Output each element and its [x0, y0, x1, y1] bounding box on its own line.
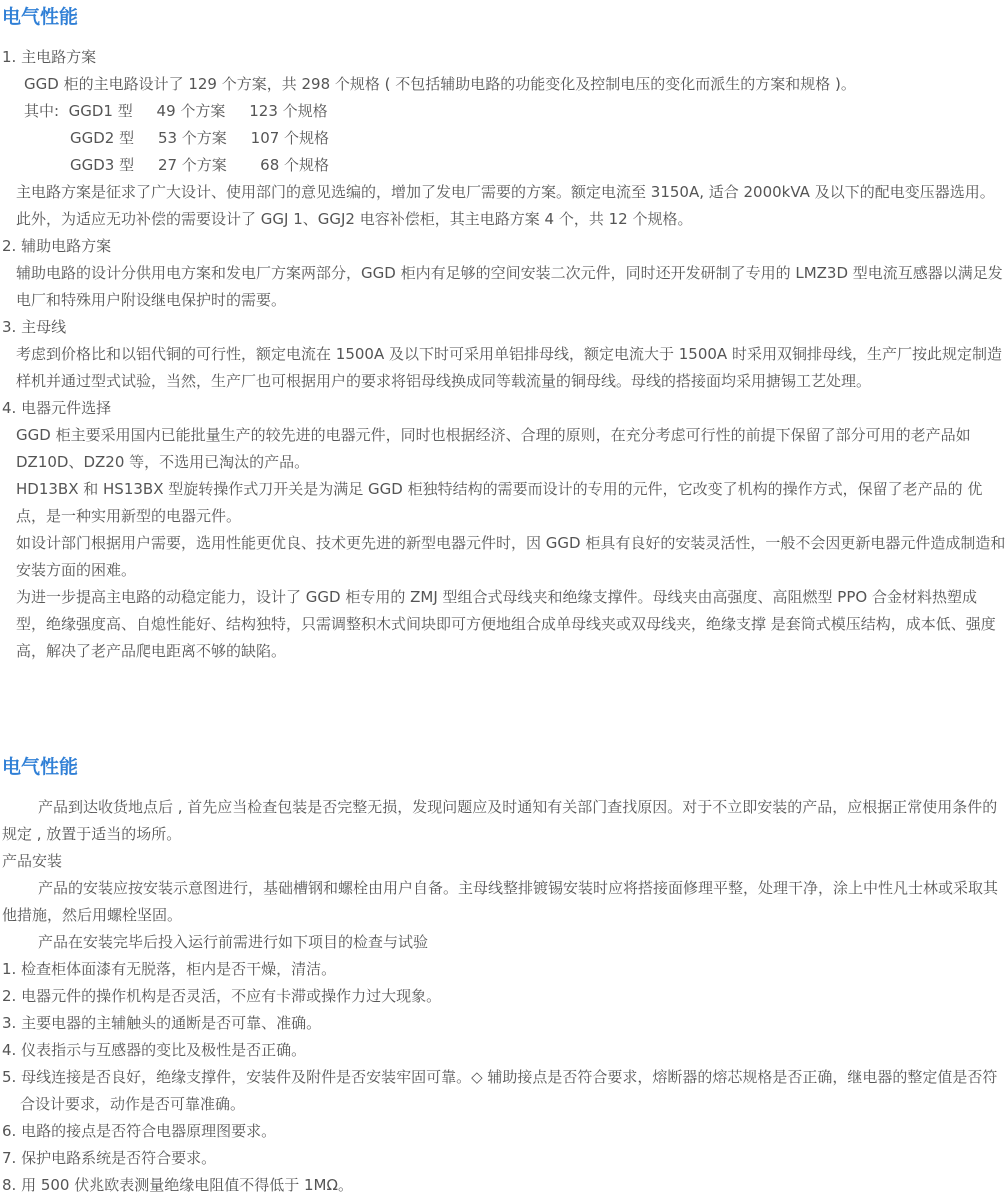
item1-heading: 1. 主电路方案	[2, 48, 97, 66]
checklist-item: 8. 用 500 伏兆欧表测量绝缘电阻值不得低于 1MΩ。	[2, 1176, 353, 1194]
item1-variant-row: GGD2 型 53 个方案 107 个规格	[70, 129, 330, 147]
section-title: 电气性能	[2, 756, 79, 778]
item1-variant-row: GGD3 型 27 个方案 68 个规格	[70, 156, 330, 174]
installation-subheading: 产品安装	[2, 852, 63, 870]
item1-body: 主电路方案是征求了广大设计、使用部门的意见选编的，增加了发电厂需要的方案。额定电流至 3150A, 适合 2000kVA 及以下的配电变压器选用。此外，为适应无功补偿的需要设计了 GGJ 1、GGJ2 电容补偿柜，其主电路方案 4 个，共 12 个规格。	[16, 183, 995, 228]
checklist-item: 6. 电路的接点是否符合电器原理图要求。	[2, 1122, 277, 1140]
item4-paragraph: 如设计部门根据用户需要，选用性能更优良、技术更先进的新型电器元件时，因 GGD 柜具有良好的安装灵活性，一般不会因更新电器元件造成制造和安装方面的困难。	[16, 534, 1006, 579]
section-title: 电气性能	[2, 6, 79, 28]
checklist-item: 2. 电器元件的操作机构是否灵活，不应有卡滞或操作力过大现象。	[2, 987, 442, 1005]
item2-body: 辅助电路的设计分供用电方案和发电厂方案两部分，GGD 柜内有足够的空间安装二次元件，同时还开发研制了专用的 LMZ3D 型电流互感器以满足发电厂和特殊用户附设继电保护时的需要。	[16, 264, 1003, 309]
checklist-item: 4. 仪表指示与互感器的变比及极性是否正确。	[2, 1041, 307, 1059]
item4-heading: 4. 电器元件选择	[2, 399, 112, 417]
checklist-item: 1. 检查柜体面漆有无脱落，柜内是否干燥，清洁。	[2, 960, 337, 978]
item3-body: 考虑到价格比和以铝代铜的可行性，额定电流在 1500A 及以下时可采用单铝排母线，额定电流大于 1500A 时采用双铜排母线，生产厂按此规定制造样机并通过型式试验，当然，生产厂也可根据用户的要求将铝母线换成同等载流量的铜母线。母线的搭接面均采用搪锡工艺处理。	[16, 345, 1002, 390]
checklist-item: 7. 保护电路系统是否符合要求。	[2, 1149, 217, 1167]
item4-paragraph: 为进一步提高主电路的动稳定能力，设计了 GGD 柜专用的 ZMJ 型组合式母线夹和绝缘支撑件。母线夹由高强度、高阻燃型 PPO 合金材料热塑成型，绝缘强度高、自熄性能好、结构独特，只需调整积木式间块即可方便地组合成单母线夹或双母线夹，绝缘支撑 是套筒式模压结构，成本低、强度高，解决了老产品爬电距离不够的缺陷。	[16, 588, 996, 660]
installation-paragraph: 产品的安装应按安装示意图进行，基础槽钢和螺栓由用户自备。主母线整排镀锡安装时应将搭接面修理平整，处理干净，涂上中性凡士林或采取其他措施，然后用螺栓坚固。	[2, 879, 999, 924]
item4-paragraph: HD13BX 和 HS13BX 型旋转操作式刀开关是为满足 GGD 柜独特结构的需要而设计的专用的元件，它改变了机构的操作方式，保留了老产品的 优点，是一种实用新型的电器元件。	[16, 480, 983, 525]
receiving-paragraph: 产品到达收货地点后 , 首先应当检查包装是否完整无损，发现问题应及时通知有关部门查找原因。对于不立即安装的产品，应根据正常使用条件的规定 , 放置于适当的场所。	[2, 798, 998, 843]
item2-heading: 2. 辅助电路方案	[2, 237, 112, 255]
item1-intro: GGD 柜的主电路设计了 129 个方案，共 298 个规格 ( 不包括辅助电路的功能变化及控制电压的变化而派生的方案和规格 )。	[24, 75, 856, 93]
item3-heading: 3. 主母线	[2, 318, 67, 336]
item1-variant-row: 其中: GGD1 型 49 个方案 123 个规格	[24, 102, 328, 120]
checklist-item: 3. 主要电器的主辅触头的通断是否可靠、准确。	[2, 1014, 322, 1032]
item4-paragraph: GGD 柜主要采用国内已能批量生产的较先进的电器元件，同时也根据经济、合理的原则，在充分考虑可行性的前提下保留了部分可用的老产品如 DZ10D、DZ20 等，不选用已淘汰的产品。	[16, 426, 971, 471]
inspection-intro: 产品在安装完毕后投入运行前需进行如下项目的检查与试验	[38, 933, 429, 951]
section-electrical-performance-2	[0, 754, 1008, 1199]
checklist-item: 5. 母线连接是否良好，绝缘支撑件，安装件及附件是否安装牢固可靠。◇ 辅助接点是否符合要求，熔断器的熔芯规格是否正确，继电器的整定值是否符合设计要求，动作是否可靠准确。	[2, 1068, 998, 1113]
